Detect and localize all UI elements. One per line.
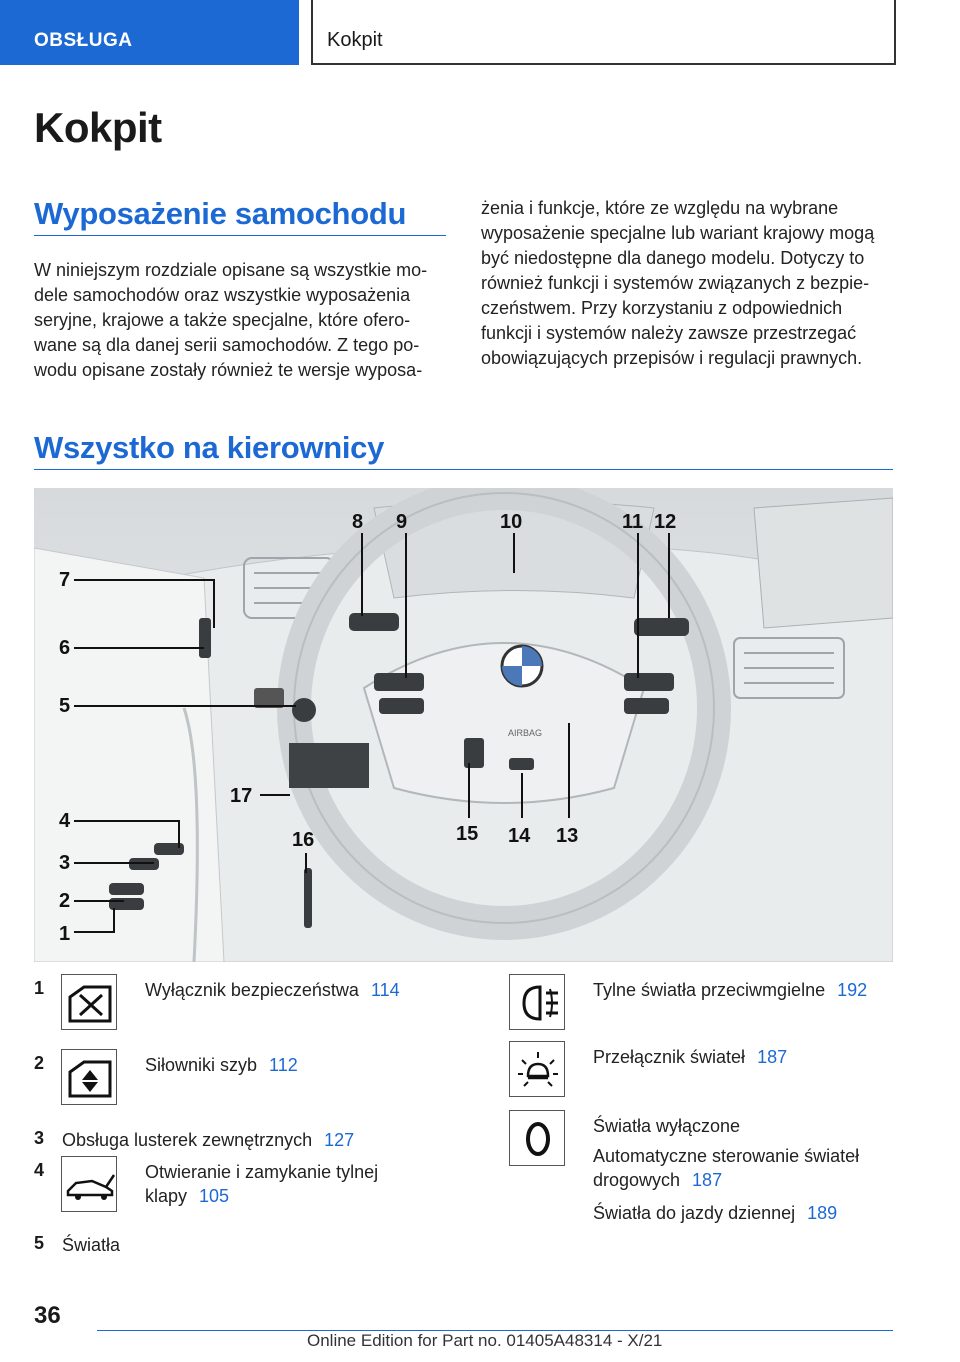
callout-13: 13 xyxy=(556,825,579,847)
page-tab: Kokpit xyxy=(311,0,896,65)
lights-off-icon xyxy=(509,1110,565,1166)
equipment-heading: Wyposażenie samochodu xyxy=(34,196,407,231)
callout-6: 6 xyxy=(59,637,71,659)
legend-item-3: Obsługa lusterek zewnętrznych 127 xyxy=(62,1130,355,1150)
page-ref-link[interactable]: 105 xyxy=(199,1186,230,1206)
page-ref-link[interactable]: 189 xyxy=(807,1203,838,1223)
legend-num: 4 xyxy=(34,1160,45,1180)
callout-12: 12 xyxy=(654,511,677,533)
callout-4: 4 xyxy=(59,810,71,832)
legend-rear-fog: Tylne światła przeciwmgielne 192 xyxy=(593,980,868,1000)
page-ref-link[interactable]: 114 xyxy=(370,980,400,1000)
callout-15: 15 xyxy=(456,823,479,845)
callout-1: 1 xyxy=(59,923,71,945)
light-switch-icon xyxy=(509,1041,565,1097)
legend-num: 1 xyxy=(34,978,45,998)
airbag-label: AIRBAG xyxy=(508,728,543,738)
legend-daytime-lights: Światła do jazdy dziennej 189 xyxy=(593,1203,838,1223)
callout-5: 5 xyxy=(59,695,71,717)
legend-num: 2 xyxy=(34,1053,45,1073)
legend-item-1: Wyłącznik bezpieczeństwa 114 xyxy=(145,980,400,1000)
page-ref-link[interactable]: 187 xyxy=(692,1170,723,1190)
callout-16: 16 xyxy=(292,829,315,851)
legend-lights-off: Światła wyłączone xyxy=(593,1116,741,1136)
legend-item-2: Siłowniki szyb 112 xyxy=(145,1055,298,1075)
equipment-text-right: żenia i funkcje, które ze względu na wybrane wyposażenie specjalne lub wariant krajowy mogą być niedostępne dla danego modelu. Dotyczy to również funkcji i systemów związanych z bezpie‐ czeństwem. Przy korzystaniu z odpowiednich funkcji i systemów należy zawsze przestrzegać obowiązujących przepisów i regulacji prawnych. xyxy=(481,198,875,368)
legend-item-4: Otwieranie i zamykanie tylnej klapy 105 xyxy=(145,1162,379,1206)
page-ref-link[interactable]: 187 xyxy=(757,1047,788,1067)
legend-num: 5 xyxy=(34,1233,45,1253)
callout-9: 9 xyxy=(396,511,408,533)
tailgate-icon xyxy=(61,1156,117,1212)
cockpit-illustration xyxy=(34,488,893,962)
steering-rule xyxy=(34,469,893,470)
callout-8: 8 xyxy=(352,511,364,533)
callout-2: 2 xyxy=(59,890,71,912)
page-number: 36 xyxy=(34,1302,61,1329)
page-ref-link[interactable]: 112 xyxy=(269,1055,298,1075)
power-window-icon xyxy=(61,1049,117,1105)
section-tab: OBSŁUGA xyxy=(0,0,299,65)
legend-item-5: Światła xyxy=(62,1235,121,1255)
equipment-text-left: W niniejszym rozdziale opisane są wszystkie mo‐ dele samochodów oraz wszystkie wyposażenia seryjne, krajowe a także specjalne, które ofero‐ wane są dla danej serii samochodów. Z tego po‐ wodu opisane zostały również te wersje wyposa‐ xyxy=(34,260,428,380)
page-ref-link[interactable]: 192 xyxy=(837,980,868,1000)
legend-num: 3 xyxy=(34,1128,45,1148)
steering-heading: Wszystko na kierownicy xyxy=(34,430,385,465)
footer-edition: Online Edition for Part no. 01405A48314 - X/21 xyxy=(307,1331,663,1350)
page-ref-link[interactable]: 127 xyxy=(324,1130,355,1150)
page-title: Kokpit xyxy=(34,104,162,151)
callout-7: 7 xyxy=(59,569,71,591)
rear-fog-light-icon xyxy=(509,974,565,1030)
legend-light-switch: Przełącznik świateł 187 xyxy=(593,1047,788,1067)
callout-14: 14 xyxy=(508,825,531,847)
window-lock-icon xyxy=(61,974,117,1030)
legend-auto-high-beam: Automatyczne sterowanie świateł drogowych 187 xyxy=(593,1146,860,1190)
callout-3: 3 xyxy=(59,852,71,874)
callout-17: 17 xyxy=(230,785,253,807)
cockpit-drawing xyxy=(34,488,893,962)
callout-11: 11 xyxy=(622,511,644,533)
equipment-rule xyxy=(34,235,446,236)
callout-10: 10 xyxy=(500,511,523,533)
